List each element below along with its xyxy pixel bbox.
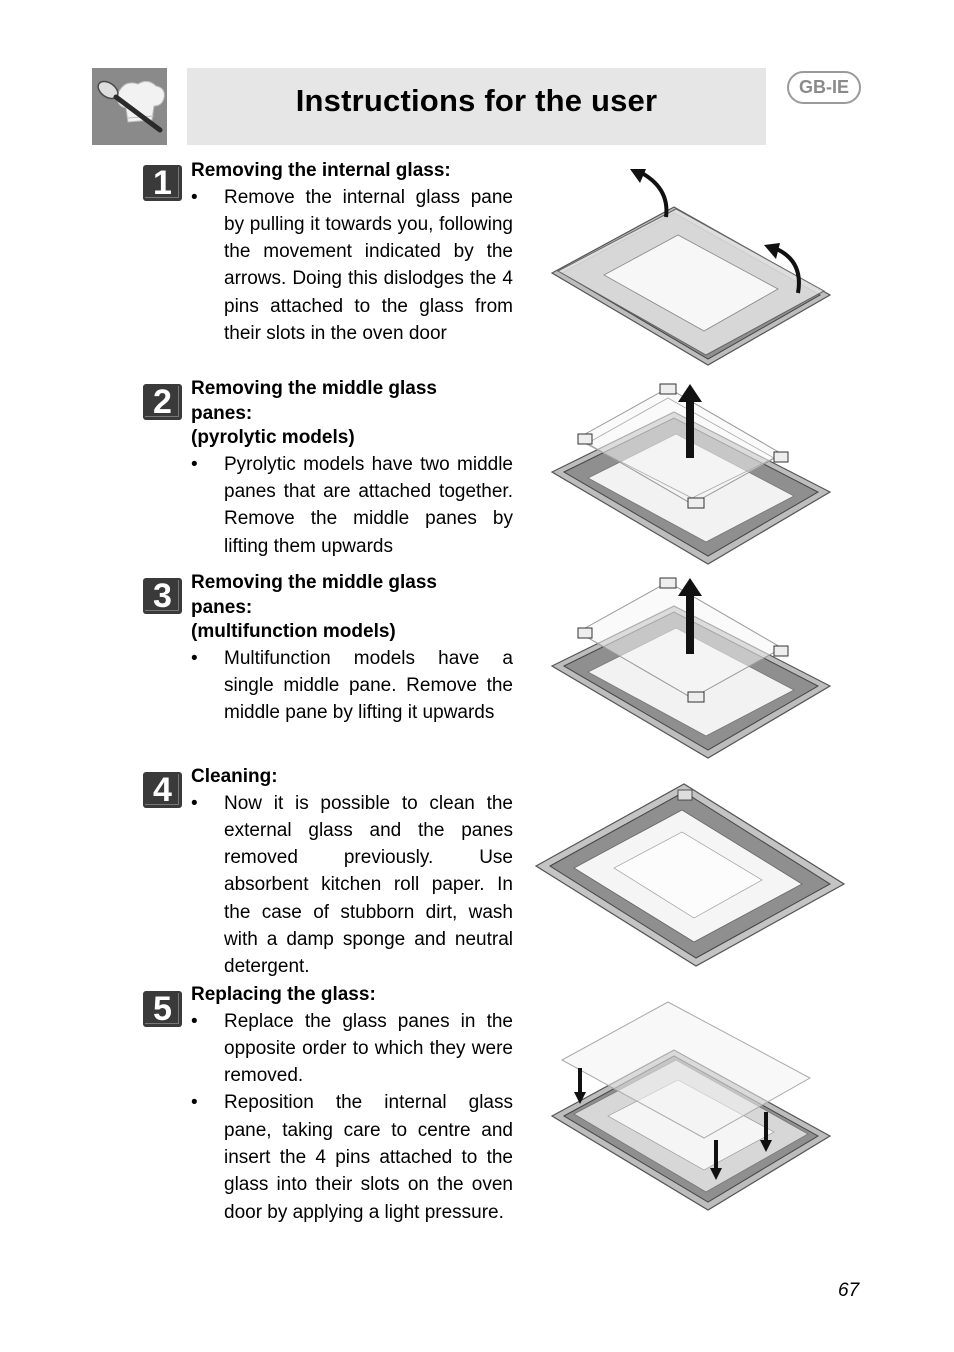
step-5-bullet-1 bbox=[191, 1008, 513, 1090]
step-number-3: 3 bbox=[143, 578, 182, 614]
step-2-heading bbox=[191, 377, 513, 451]
bullet-dot: • bbox=[191, 647, 198, 669]
step-1-bullet-text: Remove the internal glass pane by pulling it towards you, following the movement indicated by the arrows. Doing this dislodges the 4 pins attached to the glass from their slots in the oven door bbox=[224, 186, 513, 345]
title-bar bbox=[187, 68, 766, 145]
bullet-dot: • bbox=[191, 1010, 198, 1032]
step-2-heading-line-3: (pyrolytic models) bbox=[191, 427, 355, 449]
spoon-chef-hat-icon bbox=[92, 68, 167, 145]
oven-door-lift-middle-pane-icon bbox=[548, 574, 834, 764]
step-5-bullet-1-text: Replace the glass panes in the opposite order to which they were removed. bbox=[224, 1010, 513, 1087]
step-2-heading-line-1: Removing the middle glass bbox=[191, 378, 437, 399]
step-number-5: 5 bbox=[143, 991, 182, 1027]
step-3-bullet-text: Multifunction models have a single middle pane. Remove the middle pane by lifting it upwards bbox=[224, 647, 513, 724]
page-number: 67 bbox=[838, 1280, 860, 1301]
oven-door-replace-glass-icon bbox=[548, 998, 834, 1216]
step-4-bullet-text: Now it is possible to clean the external glass and the panes removed previously. Use absorbent kitchen roll paper. In the case of stubborn dirt, wash with a damp sponge and neutral detergent. bbox=[224, 792, 513, 978]
step-5-text bbox=[191, 983, 513, 1226]
step-4-heading bbox=[191, 765, 513, 790]
step-2-bullet bbox=[191, 451, 513, 560]
step-3-heading-line-1: Removing the middle glass bbox=[191, 572, 437, 593]
oven-door-remove-internal-glass-icon bbox=[548, 165, 834, 370]
step-2-text bbox=[191, 377, 513, 560]
step-3-heading-line-2: panes: bbox=[191, 596, 253, 618]
step-4-bullet bbox=[191, 790, 513, 981]
step-3-heading-line-3: (multifunction models) bbox=[191, 621, 396, 643]
step-number-1: 1 bbox=[143, 165, 182, 201]
step-4-text bbox=[191, 765, 513, 981]
logo bbox=[92, 68, 167, 145]
language-badge: GB-IE bbox=[787, 71, 861, 104]
step-5-heading bbox=[191, 983, 513, 1008]
step-2-heading-line-2: panes: bbox=[191, 402, 253, 424]
bullet-dot: • bbox=[191, 186, 198, 208]
step-number-4: 4 bbox=[143, 772, 182, 808]
bullet-dot: • bbox=[191, 1092, 198, 1114]
step-1-text bbox=[191, 159, 513, 347]
bullet-dot: • bbox=[191, 792, 198, 814]
step-5-bullet-2-text: Reposition the internal glass pane, taking care to centre and insert the 4 pins attached to the glass into their slots on the oven door by applying a light pressure. bbox=[224, 1092, 513, 1223]
step-3-heading bbox=[191, 571, 513, 645]
step-2-bullet-text: Pyrolytic models have two middle panes that are attached together. Remove the middle panes by lifting them upwards bbox=[224, 453, 513, 557]
step-4-heading-line: Cleaning: bbox=[191, 766, 278, 787]
step-3-bullet bbox=[191, 645, 513, 727]
step-3-text bbox=[191, 571, 513, 727]
oven-door-lift-middle-panes-icon bbox=[548, 380, 834, 570]
page-title: Instructions for the user bbox=[295, 83, 658, 118]
step-1-heading-line: Removing the internal glass: bbox=[191, 160, 451, 181]
bullet-dot: • bbox=[191, 453, 198, 475]
step-1-bullet bbox=[191, 184, 513, 348]
oven-door-cleaning-icon bbox=[532, 780, 848, 970]
step-1-heading bbox=[191, 159, 513, 184]
step-5-heading-line: Replacing the glass: bbox=[191, 984, 376, 1005]
step-number-2: 2 bbox=[143, 384, 182, 420]
step-5-bullet-2 bbox=[191, 1089, 513, 1225]
